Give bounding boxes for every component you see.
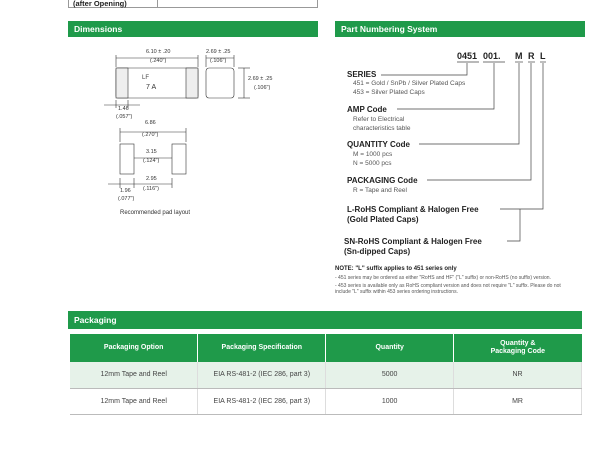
top-width-in-text: (.240")	[150, 58, 167, 64]
packaging-table	[70, 334, 582, 415]
pack-label: PACKAGING Code	[347, 176, 418, 185]
pad-height-text: 2.95	[146, 176, 157, 182]
after-opening-value	[157, 0, 317, 7]
dimensions-title: Dimensions	[74, 24, 123, 34]
packaging-header	[68, 311, 582, 329]
packaging-title: Packaging	[74, 315, 117, 325]
table-row	[70, 388, 582, 414]
end-width-text: 2.69 ± .25	[206, 49, 231, 55]
end-width-in-text: (.106")	[210, 58, 227, 64]
pack-1: R = Tape and Reel	[353, 187, 407, 194]
fuse-marking-1: LF	[142, 75, 150, 81]
pad-total-in-text: (.270")	[142, 132, 159, 138]
pn-m-code: M	[515, 51, 523, 61]
part-numbering-title: Part Numbering System	[341, 24, 438, 34]
qty-label: QUANTITY Code	[347, 140, 410, 149]
col-packaging-option: Packaging Option	[70, 334, 198, 362]
top-width-text: 6.10 ± .20	[146, 49, 171, 55]
pad-gap-text: 3.15	[146, 149, 157, 155]
qty-2: N = 5000 pcs	[353, 160, 392, 167]
series-label: SERIES	[347, 70, 377, 79]
cell-spec: EIA RS-481-2 (IEC 286, part 3)	[198, 388, 326, 414]
part-numbering-diagram	[335, 38, 605, 263]
pad-width-text: 1.96	[120, 188, 131, 194]
note-title: NOTE: "L" suffix applies to 451 series only	[335, 266, 457, 272]
lrohs-1: L-RoHS Compliant & Halogen Free	[347, 205, 479, 214]
previous-table-fragment	[68, 0, 318, 8]
note-2: - 453 series is available only as RoHS compliant version and does not require "L" suffix. Please do not	[335, 283, 561, 289]
series-1: 451 = Gold / SnPb / Silver Plated Caps	[353, 80, 466, 87]
table-row	[70, 362, 582, 388]
amp-1: Refer to Electrical	[353, 116, 405, 123]
pn-r-code: R	[528, 51, 535, 61]
cell-spec: EIA RS-481-2 (IEC 286, part 3)	[198, 362, 326, 388]
cell-code: MR	[454, 388, 582, 414]
fuse-marking-2: 7 A	[146, 84, 157, 91]
col-packaging-spec: Packaging Specification	[198, 334, 326, 362]
note-1: - 451 series may be ordered as either "RoHS and HF" ("L" suffix) or non-RoHS (no suffix) version.	[335, 275, 551, 281]
pn-series-code: 0451	[457, 51, 478, 61]
part-numbering-header	[335, 21, 585, 37]
pad-layout-caption: Recommended pad layout	[120, 210, 191, 216]
pad-total-text: 6.86	[145, 120, 156, 126]
note-3: include "L" suffix within 453 series ordering instructions.	[335, 289, 458, 295]
cell-code: NR	[454, 362, 582, 388]
snrohs-1: SN-RoHS Compliant & Halogen Free	[344, 237, 482, 246]
pad-gap-in-text: (.124")	[143, 158, 160, 164]
amp-2: characteristics table	[353, 125, 411, 132]
col-quantity-code-line1: Quantity &	[500, 340, 536, 347]
cell-quantity: 1000	[326, 388, 454, 414]
pad-height-in-text: (.116")	[143, 186, 159, 192]
snrohs-2: (Sn-dipped Caps)	[344, 247, 411, 256]
col-quantity: Quantity	[326, 334, 454, 362]
amp-label: AMP Code	[347, 105, 387, 114]
left-dim-in-text: (.057")	[116, 114, 133, 120]
pn-amp-code: 001.	[483, 51, 501, 61]
pn-l-code: L	[540, 51, 546, 61]
lrohs-2: (Gold Plated Caps)	[347, 215, 419, 224]
cell-option: 12mm Tape and Reel	[70, 388, 198, 414]
col-quantity-code-line2: Packaging Code	[490, 348, 546, 355]
qty-1: M = 1000 pcs	[353, 151, 393, 158]
end-height-in-text: (.106")	[254, 85, 271, 91]
left-dim-text: 1.46	[118, 106, 129, 112]
col-quantity-code	[454, 334, 582, 362]
dimensions-header	[68, 21, 318, 37]
after-opening-label: (after Opening)	[73, 0, 127, 8]
end-height-text: 2.69 ± .25	[248, 76, 273, 82]
cell-quantity: 5000	[326, 362, 454, 388]
pad-width-in-text: (.077")	[118, 196, 135, 202]
dimensions-drawing	[68, 38, 318, 228]
cell-option: 12mm Tape and Reel	[70, 362, 198, 388]
table-header-row	[70, 334, 582, 362]
series-2: 453 = Silver Plated Caps	[353, 89, 425, 96]
